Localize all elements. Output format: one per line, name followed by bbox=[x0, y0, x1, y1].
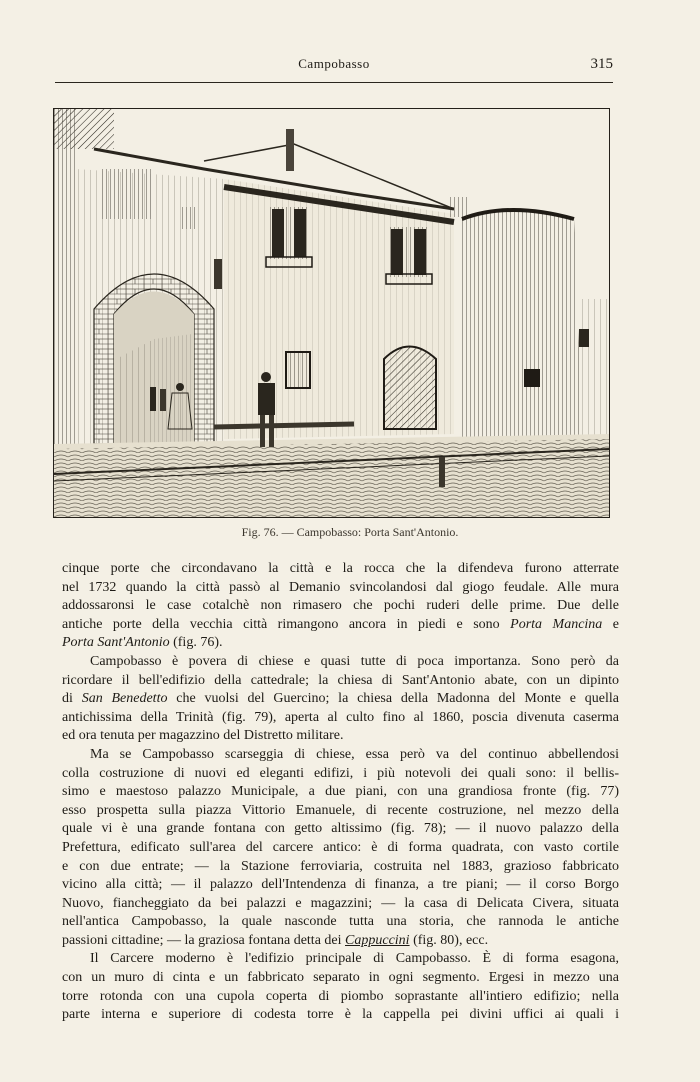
text-line: quale vi è una grande fontana con getto altissimo (fig. 78); — il nuovo palazzo della bbox=[62, 821, 619, 837]
engraving-porta-sant-antonio bbox=[53, 108, 610, 518]
text-line: antichissima della Trinità (fig. 79), aperta al culto fino al 1860, poscia divenuta caserma bbox=[62, 709, 619, 725]
text-run: che vuolsi del Guercino; la chiesa della Madonna del Monte e quella bbox=[176, 691, 619, 707]
text-line: ed ora tenuta per magazzino del Distretto militare. bbox=[62, 728, 344, 744]
page-header bbox=[55, 56, 613, 78]
text-run: (fig. 76). bbox=[173, 635, 223, 651]
text-run: antiche porte della vecchia città rimangono ancora in piedi e sono bbox=[62, 616, 500, 632]
text-line: cinque porte che circondavano la città e la rocca che la difendeva furono atterrate bbox=[62, 561, 619, 576]
text-run: passioni cittadine; — la graziosa fontana detta dei bbox=[62, 932, 342, 948]
text-line: vicino alla città; — il palazzo dell'Intendenza di finanza, a tre piani; — il corso Borgo bbox=[62, 877, 619, 893]
text-line bbox=[62, 932, 619, 951]
italic-term: Porta Mancina bbox=[510, 616, 603, 632]
text-line: Prefettura, edificato sull'area del carcere antico: è di forma quadrata, con vasto cortile bbox=[62, 839, 619, 855]
text-line bbox=[62, 690, 619, 709]
text-line: Campobasso è povera di chiese e quasi tutte di poca importanza. Sono però da bbox=[90, 653, 619, 669]
text-line: nel 1732 quando la città passò al Demanio svincolandosi dal giogo feudale. Alle mura bbox=[62, 579, 619, 595]
paragraph-3 bbox=[62, 746, 619, 951]
text-line bbox=[62, 616, 619, 635]
paragraph-4 bbox=[62, 950, 619, 1024]
paragraph-2 bbox=[62, 653, 619, 746]
text-line: Il Carcere moderno è l'edifizio principale di Campobasso. È di forma esagona, bbox=[90, 951, 619, 967]
engraving-illustration bbox=[54, 109, 609, 517]
text-run: (fig. 80), ecc. bbox=[413, 932, 489, 948]
page-number: 315 bbox=[590, 56, 613, 72]
italic-term: San Benedetto bbox=[81, 691, 168, 707]
text-line: e con due entrate; — la Stazione ferroviaria, costruita nel 1883, grazioso fabbricato bbox=[62, 858, 619, 874]
paragraph-1 bbox=[62, 560, 619, 653]
figure-caption: Fig. 76. — Campobasso: Porta Sant'Antonio. bbox=[241, 525, 459, 539]
text-line: con un muro di cinta e un fabbricato separato in ogni segmento. Ergesi in mezzo una bbox=[62, 970, 619, 986]
text-line: ricordare il bell'edifizio della cattedrale; la chiesa di Sant'Antonio abate, con un dipinto bbox=[62, 672, 619, 688]
running-head: Campobasso bbox=[298, 56, 370, 71]
italic-term: Porta Sant'Antonio bbox=[62, 635, 170, 651]
text-line: esso prospetta sulla piazza Vittorio Emanuele, di recente costruzione, nel mezzo della bbox=[62, 802, 619, 818]
italic-term: Cappuccini bbox=[345, 932, 410, 948]
text-line: nell'antica Campobasso, la quale nasconde tutta una storia, che rannoda le antiche bbox=[62, 914, 619, 930]
text-line: torre rotonda con una cupola coperta di piombo soprastante all'intiero edifizio; nella bbox=[62, 988, 619, 1004]
body-text bbox=[62, 560, 619, 1025]
header-rule bbox=[55, 82, 613, 83]
text-run: di bbox=[62, 691, 73, 707]
text-line: colla costruzione di nuovi ed eleganti edifizi, i più notevoli dei quali sono: il bellis- bbox=[62, 765, 619, 781]
text-run: e bbox=[602, 616, 620, 632]
text-line: simo e maestoso palazzo Municipale, a due piani, con una grandiosa fronte (fig. 77) bbox=[62, 784, 619, 800]
text-line: Nuovo, fiancheggiato da bei palazzi e magazzini; — la casa di Delicata Civera, situata bbox=[62, 895, 619, 911]
text-line bbox=[62, 634, 619, 653]
text-line: Ma se Campobasso scarseggia di chiese, essa però va del continuo abbellendosi bbox=[90, 746, 619, 762]
text-line: addossaronsi le case cotalchè non rimasero che pochi ruderi delle prime. Due delle bbox=[62, 598, 619, 614]
text-line: parte interna e superiore di codesta torre è la cappella pei divini uffici ai quali i bbox=[62, 1007, 619, 1023]
